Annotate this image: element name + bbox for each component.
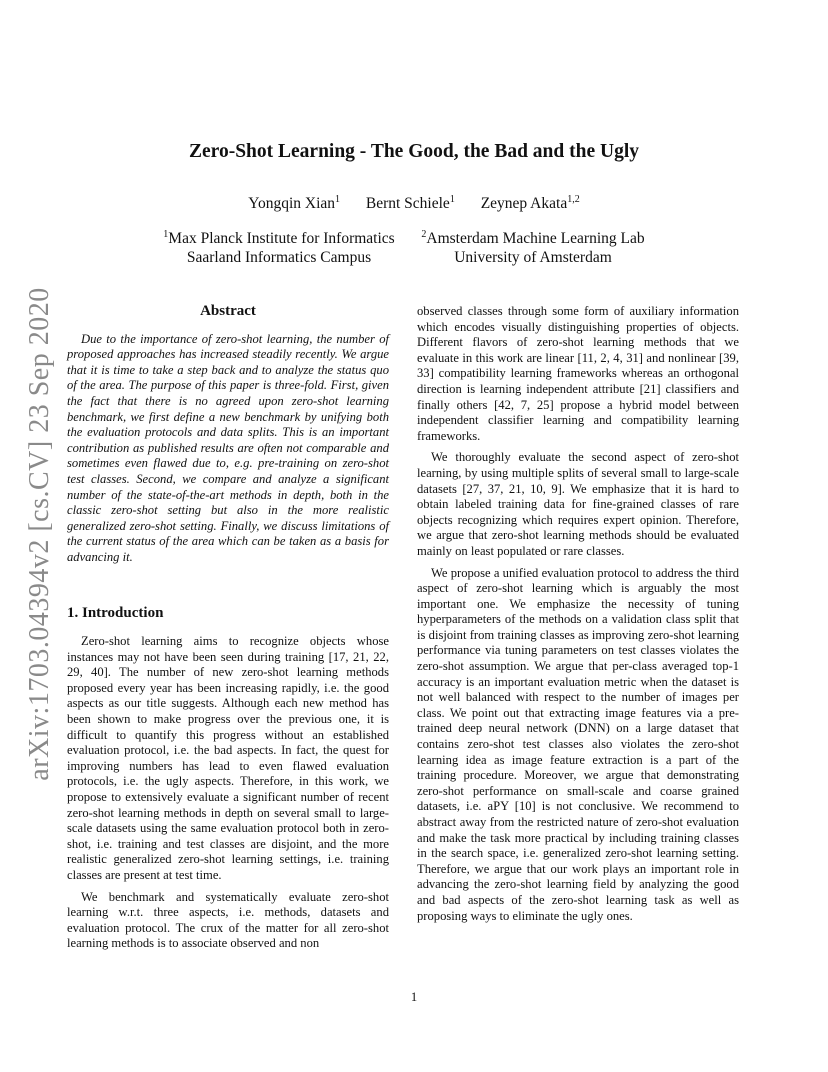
paragraph: We thoroughly evaluate the second aspect of zero-shot learning, by using multiple splits of several small to large-scale datasets [27, 37, 21, 10, 9]. We emphasize that it is hard to obtain labeled training data for fine-grained classes of rare objects recognizing which requires expert opinion. Therefore, we argue that zero-shot learning methods should be evaluated mainly on least populated or rare classes.: [417, 450, 739, 558]
abstract-text: Due to the importance of zero-shot learning, the number of proposed approaches has increased steadily recently. We argue that it is time to take a step back and to analyze the status quo of the area. The purpose of this paper is three-fold. First, given the fact that there is no agreed upon zero-shot learning benchmark, we first define a new benchmark by unifying both the evaluation protocols and data splits. This is an important contribution as published results are often not comparable and sometimes even flawed due to, e.g. pre-training on zero-shot test classes. Second, we compare and analyze a significant number of the state-of-the-art methods in depth, both in the classic zero-shot setting but also in the more realistic generalized zero-shot setting. Finally, we discuss limitations of the current status of the area which can be taken as a basis for advancing it.: [67, 331, 389, 564]
page-number: 1: [410, 990, 418, 1004]
author-affil-mark: 1: [335, 194, 340, 205]
arxiv-stamp-text: arXiv:1703.04394v2 [cs.CV] 23 Sep 2020: [24, 287, 55, 781]
author-name: Yongqin Xian: [248, 195, 335, 212]
arxiv-stamp: [22, 284, 58, 784]
affil-mark: 1: [163, 229, 169, 240]
author: [481, 195, 580, 212]
affiliation-2: [410, 229, 656, 267]
paragraph: We propose a unified evaluation protocol to address the third aspect of zero-shot learning which is arguably the most important one. We emphasize the necessity of tuning hyperparameters of the methods on a validation class split that is disjoint from training classes as improving zero-shot learning performance via tuning parameters on test classes violates the zero-shot assumption. We argue that per-class averaged top-1 accuracy is an important evaluation metric when the dataset is not well balanced with respect to the number of images per class. We point out that extracting image features via a pre-trained deep neural network (DNN) on a large dataset that contains zero-shot test classes also violates the zero-shot learning idea as image feature extraction is a part of the training procedure. Moreover, we argue that demonstrating zero-shot performance on small-scale and coarse grained datasets, i.e. aPY [10] is not conclusive. We recommend to abstract away from the restricted nature of zero-shot evaluation and make the task more practical by including training classes in the search space, i.e. generalized zero-shot learning setting. Therefore, we argue that our work plays an important role in advancing the zero-shot learning field by analyzing the good and bad aspects of the zero-shot learning task as well as proposing ways to eliminate the ugly ones.: [417, 565, 739, 923]
abstract-heading: Abstract: [200, 303, 256, 319]
author-name: Bernt Schiele: [365, 195, 450, 212]
affiliation-line: University of Amsterdam: [454, 249, 612, 266]
author-list: [0, 195, 828, 213]
affil-mark: 2: [421, 229, 427, 240]
section-heading: 1. Introduction: [67, 604, 164, 621]
author-name: Zeynep Akata: [480, 195, 568, 212]
affiliation-line: [410, 229, 656, 248]
left-column: [67, 300, 389, 958]
author: [366, 195, 455, 212]
paragraph: observed classes through some form of auxiliary information which encodes visually distinguishing properties of objects. Different flavors of zero-shot learning methods that we evaluate in this work are linear [11, 2, 4, 31] and nonlinear [39, 33] compatibility learning frameworks whereas an orthogonal direction is learning independent attribute [21] classifiers and finally others [42, 7, 25] propose a hybrid model between independent classifier learning and compatibility learning frameworks.: [417, 304, 739, 443]
affiliation-line: [150, 229, 408, 248]
right-column: [417, 304, 739, 930]
paper-title: Zero-Shot Learning - The Good, the Bad and the Ugly: [188, 141, 639, 162]
author-affil-mark: 1,2: [567, 194, 580, 205]
affiliation-1: [150, 229, 408, 267]
paragraph: We benchmark and systematically evaluate zero-shot learning w.r.t. three aspects, i.e. methods, datasets and evaluation protocol. The crux of the matter for all zero-shot learning methods is to associate observed and non: [67, 889, 389, 951]
affiliation-line: Saarland Informatics Campus: [186, 249, 372, 266]
paragraph: Zero-shot learning aims to recognize objects whose instances may not have been seen during training [17, 21, 22, 29, 40]. The number of new zero-shot learning methods proposed every year has been increasing rapidly, i.e. the good aspects as our title suggests. Although each new method has been shown to make progress over the previous one, it is difficult to quantify this progress without an established evaluation protocol, i.e. the bad aspects. In fact, the quest for improving numbers has lead to even flawed evaluation protocols, i.e. the ugly aspects. Therefore, in this work, we propose to extensively evaluate a significant number of recent zero-shot learning methods in depth on several small to large-scale datasets using the same evaluation protocol both in zero-shot, i.e. training and test classes are disjoint, and the more realistic generalized zero-shot learning settings, i.e. training classes are present at test time.: [67, 634, 389, 882]
affil-name: Amsterdam Machine Learning Lab: [426, 230, 645, 247]
affil-name: Max Planck Institute for Informatics: [168, 230, 395, 247]
author-affil-mark: 1: [449, 194, 455, 205]
author: [248, 195, 340, 212]
